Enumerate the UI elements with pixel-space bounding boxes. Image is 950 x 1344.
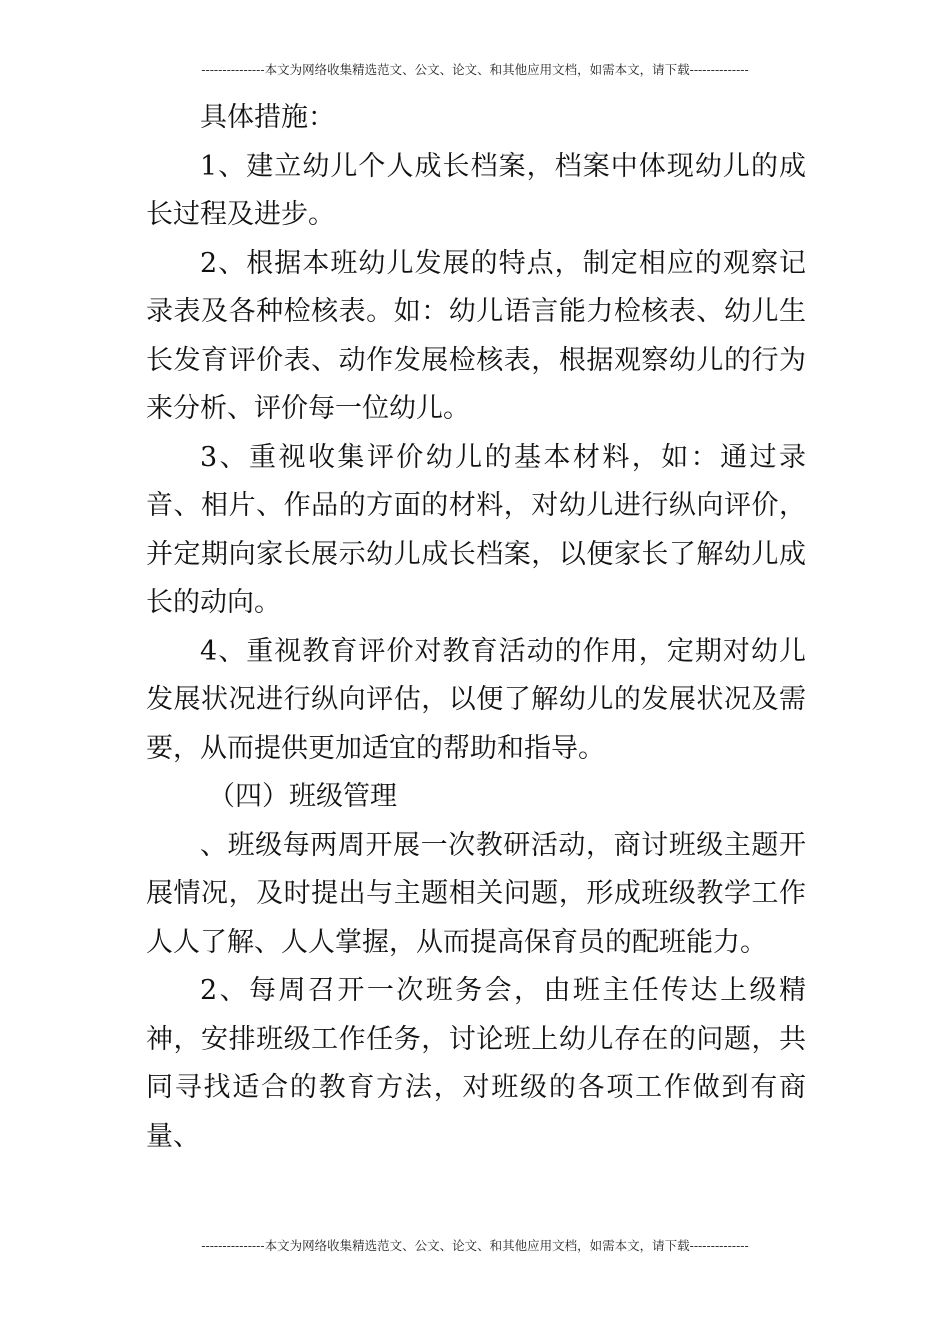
paragraph-management-2: 2、每周召开一次班务会，由班主任传达上级精神，安排班级工作任务，讨论班上幼儿存在的问题，共同寻找适合的教育方法，对班级的各项工作做到有商量、 [146, 975, 806, 1152]
paragraph-management-1: 、班级每两周开展一次教研活动，商讨班级主题开展情况，及时提出与主题相关问题，形成班级教学工作人人了解、人人掌握，从而提高保育员的配班能力。 [146, 829, 806, 958]
section-heading-class-management: （四）班级管理 [208, 781, 397, 812]
paragraph-measures-heading: 具体措施： [200, 102, 335, 133]
paragraph-measure-3: 3、重视收集评价幼儿的基本材料，如：通过录音、相片、作品的方面的材料，对幼儿进行纵向评价，并定期向家长展示幼儿成长档案，以便家长了解幼儿成长的动向。 [146, 441, 806, 618]
paragraph-measure-4: 4、重视教育评价对教育活动的作用，定期对幼儿发展状况进行纵向评估，以便了解幼儿的发展状况及需要，从而提供更加适宜的帮助和指导。 [146, 635, 806, 764]
page-footer: ---------------本文为网络收集精选范文、公文、论文、和其他应用文档，如需本文，请下载-------------- [201, 1238, 749, 1253]
paragraph-measure-1: 1、建立幼儿个人成长档案，档案中体现幼儿的成长过程及进步。 [146, 150, 806, 230]
page-header: ---------------本文为网络收集精选范文、公文、论文、和其他应用文档，如需本文，请下载-------------- [201, 62, 749, 77]
paragraph-measure-2: 2、根据本班幼儿发展的特点，制定相应的观察记录表及各种检核表。如：幼儿语言能力检核表、幼儿生长发育评价表、动作发展检核表，根据观察幼儿的行为来分析、评价每一位幼儿。 [146, 247, 806, 424]
document-body [146, 94, 806, 1161]
